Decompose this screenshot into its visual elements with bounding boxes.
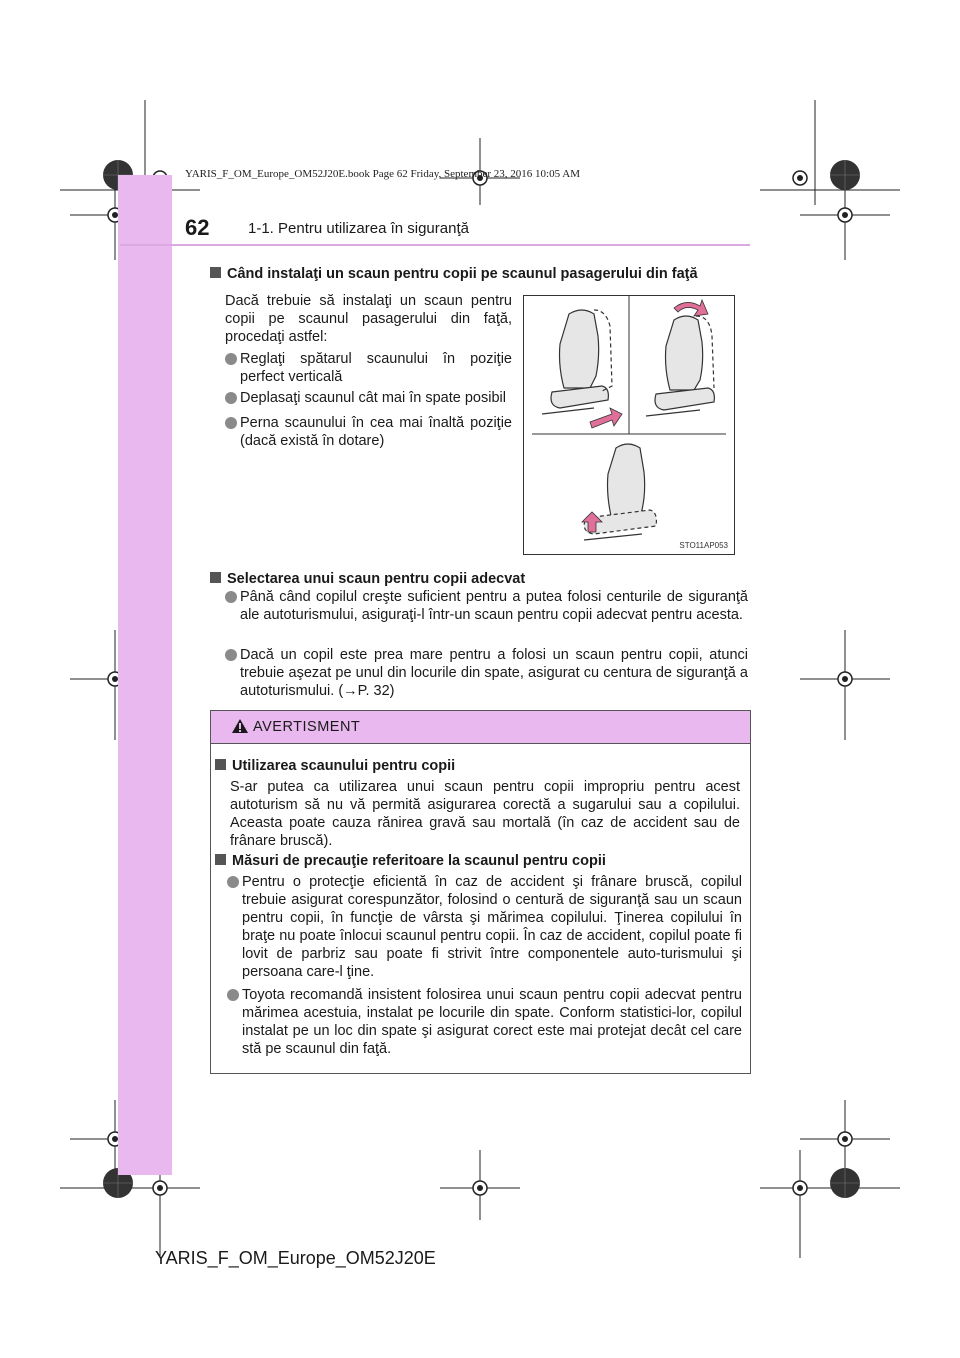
warning-sub2-heading: Măsuri de precauţie referitoare la scaunul pentru copii — [215, 853, 606, 869]
figure-code: STO11AP053 — [679, 541, 728, 550]
bullet-dot-icon — [227, 876, 239, 888]
warning-sub2-bullet-2: Toyota recomandă insistent folosirea unui scaun pentru copii adecvat pentru mărimea acestuia, instalat pe locurile din spate. Conform statistici-lor, copilul instalat pe un loc din spate şi asigurat corect este mai protejat decât cel care stă pe scaunul din faţă. — [242, 986, 742, 1058]
sidebar-tab — [118, 245, 172, 1175]
header-divider — [120, 244, 750, 246]
section1-intro: Dacă trebuie să instalaţi un scaun pentru copii pe scaunul pasagerului din faţă, procedaţi astfel: — [225, 293, 512, 345]
seat-icon-1 — [542, 310, 612, 414]
section2-heading: Selectarea unui scaun pentru copii adecvat — [210, 571, 525, 587]
bullet-dot-icon — [225, 392, 237, 404]
bullet-dot-icon — [225, 417, 237, 429]
section1-bullet-1: Reglaţi spătarul scaunului în poziţie perfect verticală — [240, 350, 512, 386]
arrow-icon-2 — [674, 300, 708, 316]
seat-illustration — [524, 296, 734, 554]
warning-box — [210, 710, 751, 1074]
section2-bullet-1: Până când copilul creşte suficient pentru a putea folosi centurile de siguranţă ale autoturismului, asiguraţi-l într-un scaun pentru copii adecvat pentru acesta. — [240, 588, 748, 624]
section-title: 1-1. Pentru utilizarea în siguranţă — [248, 220, 469, 237]
square-bullet-icon — [210, 267, 221, 278]
arrow-icon-1 — [590, 408, 622, 428]
warning-sub1-text: S-ar putea ca utilizarea unui scaun pentru copii impropriu pentru acest autoturism să nu vă permită asigurarea corectă a sugarului sau a copilului. Aceasta poate cauza rănirea gravă sau mortală (în caz de accident sau de frânare bruscă). — [230, 779, 740, 849]
bullet-dot-icon — [227, 989, 239, 1001]
sidebar-tab-top — [118, 175, 172, 245]
section1-heading: Când instalaţi un scaun pentru copii pe scaunul pasagerului din faţă — [210, 266, 698, 282]
book-header: YARIS_F_OM_Europe_OM52J20E.book Page 62 Friday, September 23, 2016 10:05 AM — [185, 168, 580, 180]
warning-triangle-icon — [231, 718, 249, 734]
warning-sub1-heading: Utilizarea scaunului pentru copii — [215, 758, 455, 774]
warning-sub2-bullet-1: Pentru o protecţie eficientă în caz de accident şi frânare bruscă, copilul trebuie asigurat corespunzător, folosind o centură de siguranţă sau un scaun pentru copii, în funcţie de vârsta şi mărimea copilului. Ţinerea copilului în braţe nu poate înlocui scaunul pentru copii. În caz de accident, copilul poate fi lovit de parbriz sau poate fi strivit între componentele auto-turismului şi persoana care-l ţine. — [242, 873, 742, 981]
warning-title: AVERTISMENT — [253, 719, 361, 735]
square-bullet-icon — [210, 572, 221, 583]
square-bullet-icon — [215, 759, 226, 770]
seat-adjustment-figure — [523, 295, 735, 555]
warning-header — [211, 711, 750, 744]
section1-bullet-2: Deplasaţi scaunul cât mai în spate posibil — [240, 389, 525, 407]
seat-icon-2 — [646, 316, 714, 416]
footer-doc-code: YARIS_F_OM_Europe_OM52J20E — [155, 1248, 436, 1268]
page-number: 62 — [185, 215, 210, 240]
section1-bullet-3: Perna scaunului în cea mai înaltă poziţie (dacă există în dotare) — [240, 414, 512, 450]
section2-bullet-2: Dacă un copil este prea mare pentru a folosi un scaun pentru copii, atunci trebuie aşezat pe unul din locurile din spate, asigurat cu centura de siguranţă a autoturismului. (→P. 32) — [240, 646, 748, 700]
square-bullet-icon — [215, 854, 226, 865]
bullet-dot-icon — [225, 353, 237, 365]
bullet-dot-icon — [225, 649, 237, 661]
bullet-dot-icon — [225, 591, 237, 603]
